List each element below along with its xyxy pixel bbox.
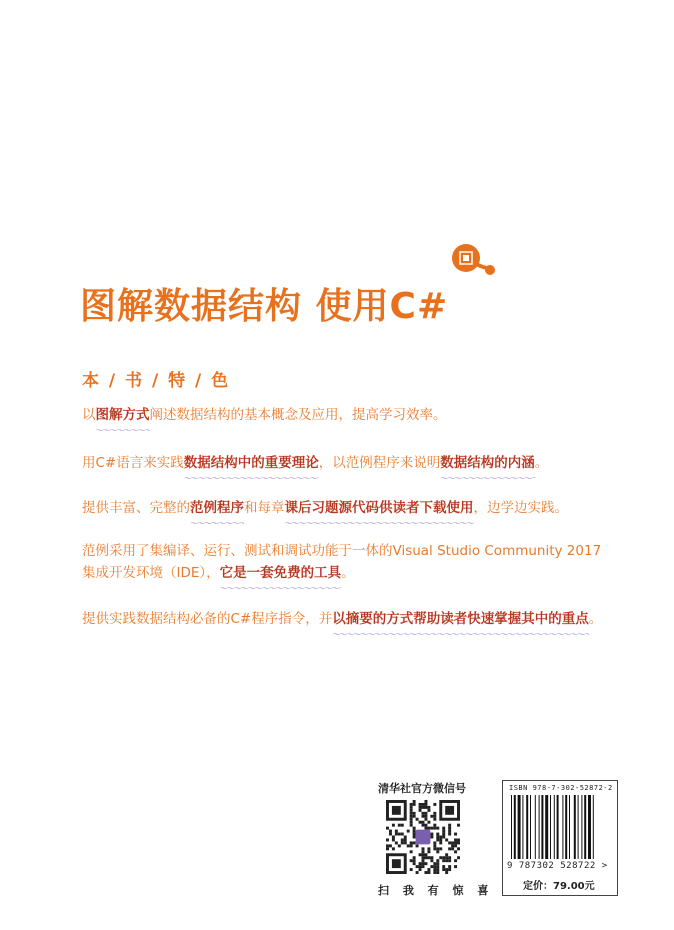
- barcode-box: [502, 780, 618, 896]
- feature-text: 。: [341, 565, 355, 581]
- qr-scan-text: 扫 我 有 惊 喜: [378, 884, 494, 897]
- isbn-digits: 9 787302 528722 >: [507, 861, 608, 871]
- feature-text: 提供实践数据结构必备的C#程序指令，并: [82, 611, 333, 627]
- feature-text: 提供丰富、完整的: [82, 500, 190, 516]
- feature-1: [82, 404, 447, 426]
- feature-5: [82, 608, 602, 630]
- feature-2: [82, 452, 548, 474]
- feature-emphasis: 数据结构的内涵 ～～～～～～～～～～～～～～～～～～～～～～～～～～～～～～～～～～～～～～～～～～～～: [440, 455, 535, 471]
- feature-text: 。: [534, 455, 549, 471]
- isbn-label: ISBN 978-7-302-52872-2: [509, 784, 613, 792]
- feature-text: ，以范例程序来说明: [318, 455, 441, 471]
- feature-text: 。: [588, 611, 603, 627]
- features-heading: 本 / 书 / 特 / 色: [82, 371, 231, 391]
- feature-text: 集成开发环境（IDE），: [82, 565, 220, 581]
- feature-emphasis: 课后习题源代码供读者下载使用 ～～～～～～～～～～～～～～～～～～～～～～～～～～～～～～～～～～～～～～～～～～～～: [285, 500, 474, 516]
- orange-bubble-icon: [450, 240, 500, 280]
- qr-caption: 清华社官方微信号: [378, 782, 466, 795]
- feature-text: 范例采用了集编译、运行、测试和调试功能于一体的Visual Studio Community 2017: [82, 543, 602, 559]
- price: 定价：79.00元: [523, 881, 595, 892]
- barcode: [509, 795, 611, 861]
- feature-text: 阐述数据结构的基本概念及应用，提高学习效率。: [149, 407, 447, 423]
- feature-text: 用C#语言来实践: [82, 455, 184, 471]
- feature-text: 以: [82, 407, 96, 423]
- feature-4: [82, 540, 601, 584]
- feature-emphasis: 它是一套免费的工具 ～～～～～～～～～～～～～～～～～～～～～～～～～～～～～～～～～～～～～～～～～～～～: [220, 565, 342, 581]
- qr-code: [386, 800, 460, 874]
- feature-emphasis: 数据结构中的重要理论 ～～～～～～～～～～～～～～～～～～～～～～～～～～～～～～～～～～～～～～～～～～～～: [184, 455, 319, 471]
- feature-text: ，边学边实践。: [473, 500, 568, 516]
- feature-emphasis: 以摘要的方式帮助读者快速掌握其中的重点 ～～～～～～～～～～～～～～～～～～～～～～～～～～～～～～～～～～～～～～～～～～～～: [332, 611, 589, 627]
- feature-text: 和每章: [244, 500, 285, 516]
- feature-3: [82, 497, 568, 519]
- feature-emphasis: 图解方式 ～～～～～～～～～～～～～～～～～～～～～～～～～～～～～～～～～～～～～～～～～～～～: [96, 407, 150, 423]
- book-title: 图解数据结构 使用C#: [80, 286, 449, 327]
- feature-emphasis: 范例程序 ～～～～～～～～～～～～～～～～～～～～～～～～～～～～～～～～～～～～～～～～～～～～: [190, 500, 244, 516]
